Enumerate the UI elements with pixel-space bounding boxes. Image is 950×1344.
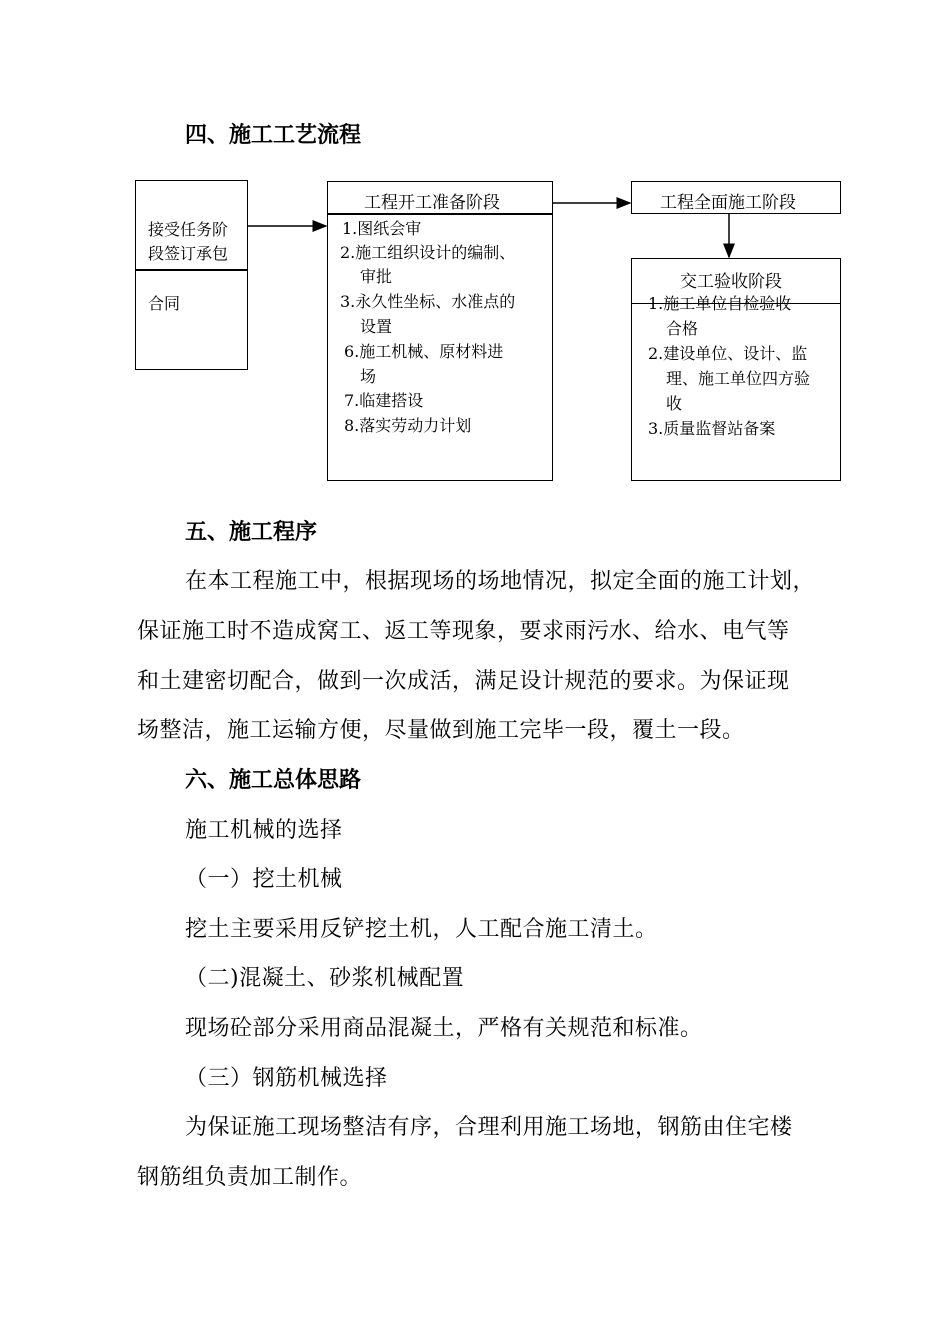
box2-item: 7.临建搭设 — [344, 391, 424, 410]
section5-paragraph-line: 和土建密切配合，做到一次成活，满足设计规范的要求。为保证现 — [137, 669, 790, 694]
section5-paragraph-line: 保证施工时不造成窝工、返工等现象，要求雨污水、给水、电气等 — [137, 619, 790, 644]
box2-item: 6.施工机械、原材料进 — [344, 342, 504, 361]
box4-item: 1.施工单位自检验收 — [648, 294, 792, 313]
section5-paragraph-line: 在本工程施工中，根据现场的场地情况，拟定全面的施工计划， — [185, 569, 816, 594]
box2-item: 3.永久性坐标、水准点的 — [340, 292, 516, 311]
flow-arrows — [0, 0, 950, 500]
box4-item: 合格 — [666, 319, 699, 338]
box1-line-1: 接受任务阶 — [148, 220, 229, 239]
box4-item: 收 — [666, 394, 683, 413]
item3-title: （三）钢筋机械选择 — [185, 1066, 388, 1091]
item2-text: 现场砼部分采用商品混凝土，严格有关规范和标准。 — [185, 1016, 703, 1041]
item3-text-line: 为保证施工现场整洁有序，合理利用施工场地，钢筋由住宅楼 — [185, 1115, 793, 1140]
section4-heading: 四、施工工艺流程 — [185, 122, 362, 148]
item1-text: 挖土主要采用反铲挖土机，人工配合施工清土。 — [185, 917, 658, 942]
box2-item: 场 — [360, 367, 377, 386]
box4-title: 交工验收阶段 — [680, 272, 782, 292]
item2-title: （二)混凝土、砂浆机械配置 — [185, 966, 465, 991]
section5-paragraph-line: 场整洁，施工运输方便，尽量做到施工完毕一段，覆土一段。 — [137, 718, 745, 743]
box4-item: 3.质量监督站备案 — [648, 419, 776, 438]
box1-line-2: 段签订承包 — [148, 244, 229, 263]
box1-bottom: 合同 — [148, 294, 181, 313]
section5-heading: 五、施工程序 — [185, 519, 318, 545]
box2-title: 工程开工准备阶段 — [364, 193, 500, 213]
box2-item: 设置 — [360, 317, 393, 336]
box2-item: 1.图纸会审 — [342, 219, 422, 238]
box4-item: 2.建设单位、设计、监 — [648, 344, 808, 363]
box2-item: 2.施工组织设计的编制、 — [340, 243, 516, 262]
item3-text-line: 钢筋组负责加工制作。 — [137, 1165, 363, 1190]
box2-item: 审批 — [360, 267, 393, 286]
section6-subtitle: 施工机械的选择 — [185, 818, 343, 843]
box4-item: 理、施工单位四方验 — [666, 369, 811, 388]
item1-title: （一）挖土机械 — [185, 867, 343, 892]
box2-item: 8.落实劳动力计划 — [344, 416, 472, 435]
section6-heading: 六、施工总体思路 — [185, 767, 362, 793]
box3-title: 工程全面施工阶段 — [660, 193, 796, 213]
